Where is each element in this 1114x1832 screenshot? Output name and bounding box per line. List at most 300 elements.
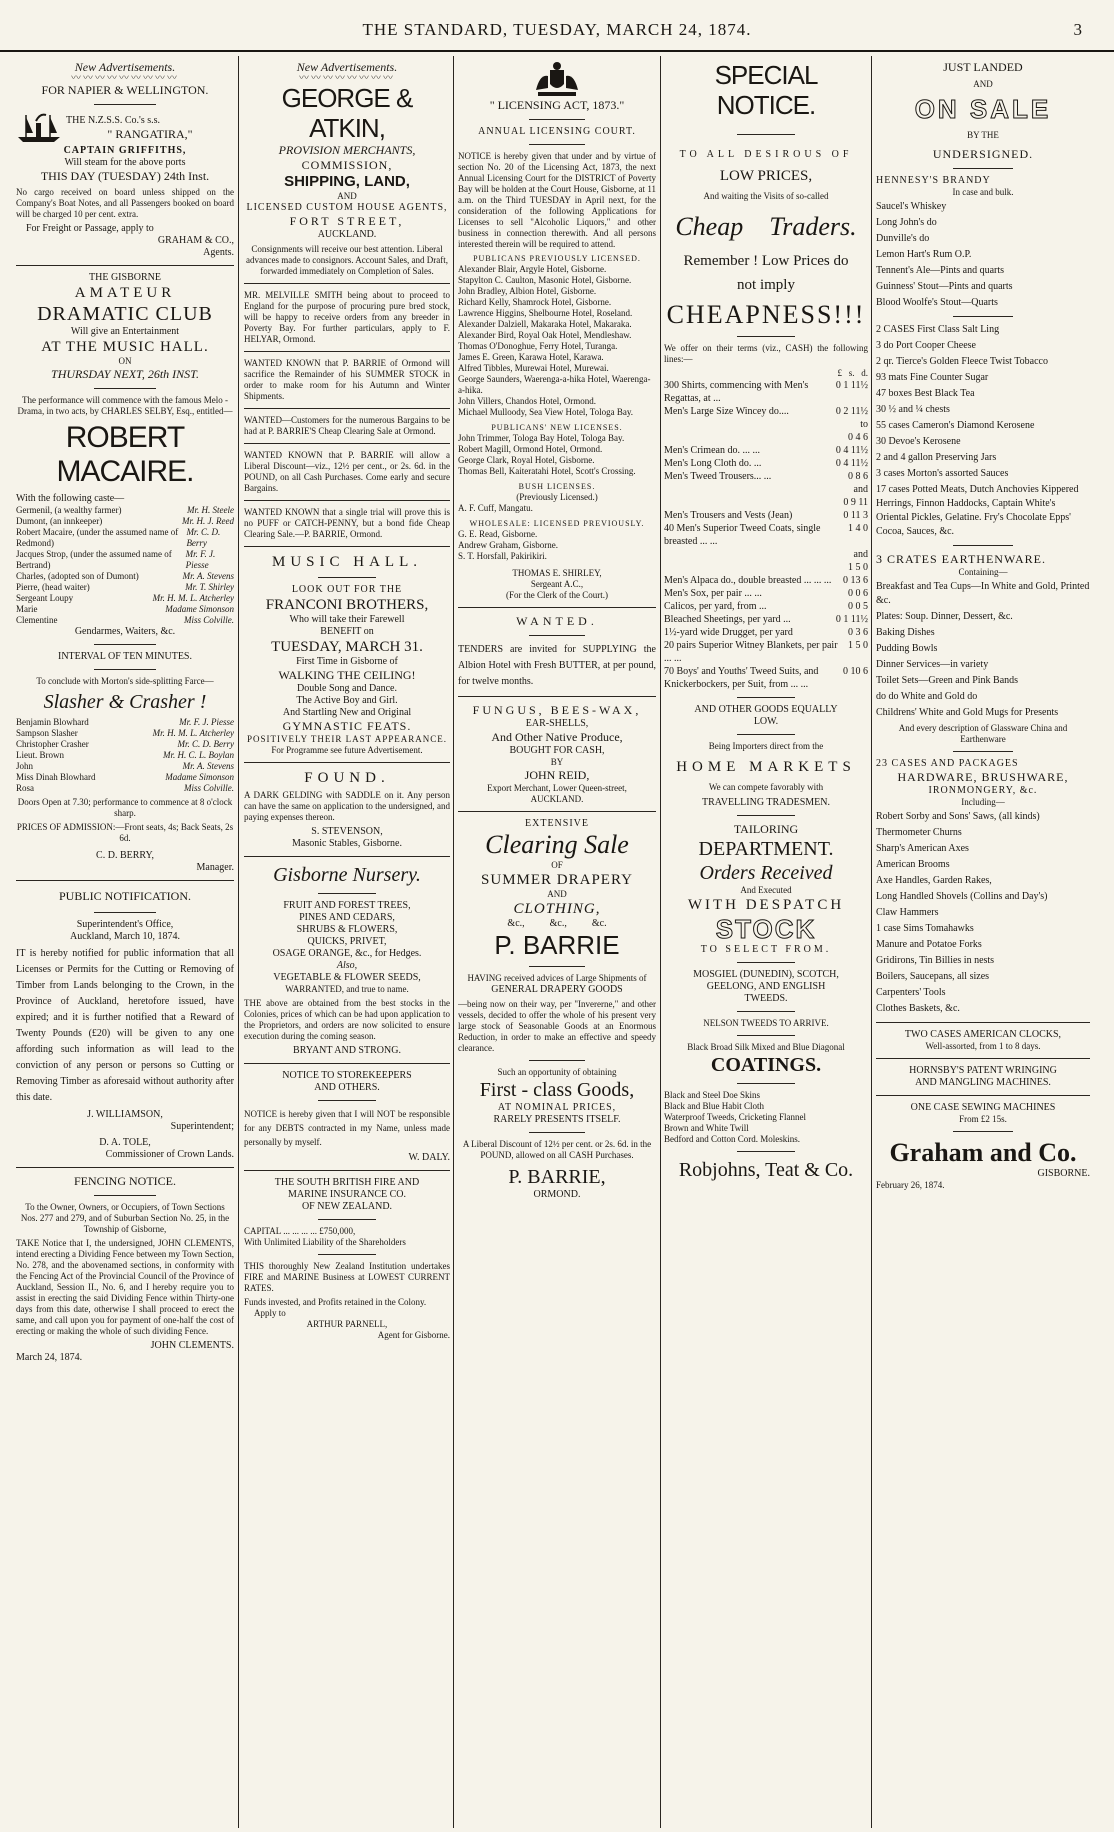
hennessy-sub: In case and bulk. xyxy=(952,187,1014,197)
divider xyxy=(244,500,450,501)
napier-agent: GRAHAM & CO., xyxy=(157,235,234,246)
goods-item: Dinner Services—in variety xyxy=(876,659,989,670)
music-line-10: And Startling New and Original xyxy=(282,707,412,718)
club-ad xyxy=(16,272,234,874)
license-entry: John Trimmer, Tologa Bay Hotel, Tologa Bay. xyxy=(458,433,625,443)
fungus-line-2: And Other Native Produce, xyxy=(491,730,623,744)
royal-coat-of-arms-icon xyxy=(530,60,584,98)
goods-item: Tennent's Ale—Pints and quarts xyxy=(876,265,1005,276)
notification-date: Auckland, March 10, 1874. xyxy=(70,931,180,942)
goods-item: 2 CASES First Class Salt Ling xyxy=(876,324,1000,335)
divider xyxy=(953,168,1013,169)
graham-place: GISBORNE. xyxy=(1037,1168,1090,1179)
divider xyxy=(953,751,1013,752)
special-cheap: Cheap Traders. xyxy=(675,212,857,241)
cast-row xyxy=(16,739,234,750)
special-tailoring: TAILORING xyxy=(733,822,799,836)
special-low-2: LOW. xyxy=(753,716,779,727)
divider xyxy=(94,644,155,645)
special-item: Black and Blue Habit Cloth xyxy=(664,1101,764,1111)
cast-row xyxy=(16,505,234,516)
cast-row xyxy=(16,761,234,772)
cast-role: Benjamin Blowhard xyxy=(16,717,89,727)
cast-actor: Mr. A. Stevens xyxy=(182,571,234,581)
music-line-5: TUESDAY, MARCH 31. xyxy=(271,639,423,655)
wanted-ad-2: WANTED—Customers for the numerous Bargains to be had at P. BARRIE'S Cheap Clearing Sale at Ormond. xyxy=(244,415,450,436)
goods-list xyxy=(876,323,1090,539)
price-row xyxy=(664,509,868,522)
farce-cast-list xyxy=(16,717,234,794)
cast-actor: Mr. A. Stevens xyxy=(182,761,234,771)
fencing-sign: JOHN CLEMENTS. xyxy=(150,1340,234,1351)
notification-title-2: Commissioner of Crown Lands. xyxy=(105,1149,234,1160)
special-orders: Orders Received xyxy=(699,862,833,884)
sale-line-2: CLOTHING, xyxy=(513,901,601,917)
ga-body: Consignments will receive our best attention. Liberal advances made to consignors. Account Sales, and Draft, forwarded immediately on Completion of Sales. xyxy=(246,244,448,276)
nursery-body: THE above are obtained from the best stocks in the Colonies, prices of which can be had upon application to the Proprietors, and orders are now solicited to ensure execution during the coming season. xyxy=(244,998,450,1041)
cast-row xyxy=(16,571,234,582)
club-pre: THE GISBORNE xyxy=(89,272,161,283)
cast-row xyxy=(16,549,234,571)
price-item: Men's Long Cloth do. ... xyxy=(664,458,762,469)
fungus-ad xyxy=(458,703,656,805)
divider xyxy=(953,1131,1013,1132)
divider xyxy=(244,283,450,284)
notification-heading: PUBLIC NOTIFICATION. xyxy=(59,889,191,903)
club-interval: INTERVAL OF TEN MINUTES. xyxy=(57,651,192,662)
divider xyxy=(737,962,794,963)
special-department: DEPARTMENT. xyxy=(698,838,834,860)
divider xyxy=(953,316,1013,317)
fungus-address: Export Merchant, Lower Queen-street, xyxy=(487,783,627,793)
divider xyxy=(529,635,584,636)
divider xyxy=(953,545,1013,546)
fire-sign: ARTHUR PARNELL, xyxy=(306,1319,388,1329)
goods-item: Blood Woolfe's Stout—Quarts xyxy=(876,297,998,308)
goods-item: Breakfast and Tea Cups—In White and Gold, Printed &c. xyxy=(876,581,1090,606)
divider xyxy=(244,408,450,409)
masthead-title: THE STANDARD, TUESDAY, MARCH 24, 1874. xyxy=(362,20,752,39)
club-farce-title: Slasher & Crasher ! xyxy=(43,691,207,713)
cast-row xyxy=(16,783,234,794)
nursery-line-3: SHRUBS & FLOWERS, xyxy=(296,924,398,935)
music-line-8: Double Song and Dance. xyxy=(297,683,397,694)
licensing-sign: THOMAS E. SHIRLEY, xyxy=(512,568,602,578)
napier-body: No cargo received on board unless shipped on the Company's Boat Notes, and all Passengers booked on board will be charged 10 per cent. extra. xyxy=(16,187,234,219)
just-and: AND xyxy=(973,79,993,89)
price-row xyxy=(664,470,868,483)
cast-role: Lieut. Brown xyxy=(16,750,64,760)
hornsby-2: AND MANGLING MACHINES. xyxy=(915,1077,1051,1088)
music-line-4: BENEFIT on xyxy=(320,626,374,637)
divider xyxy=(94,669,155,670)
price-item: 40 Men's Superior Tweed Coats, single breasted ... ... xyxy=(664,523,821,547)
by-the: BY THE xyxy=(967,130,999,140)
hornsby-1: HORNSBY'S PATENT WRINGING xyxy=(909,1065,1057,1076)
special-notice-heading: SPECIAL NOTICE. xyxy=(714,60,818,120)
divider xyxy=(16,265,234,266)
license-entry: Michael Mulloody, Sea View Hotel, Tologa Bay. xyxy=(458,407,634,417)
price-row xyxy=(664,639,868,665)
licensing-wholesale-heading: WHOLESALE: LICENSED PREVIOUSLY. xyxy=(469,519,645,528)
special-firm: Robjohns, Teat & Co. xyxy=(678,1159,854,1181)
license-entry: Alfred Tibbles, Murewai Hotel, Murewai. xyxy=(458,363,609,373)
cast-actor: Mr. H. M. L. Atcherley xyxy=(152,728,234,738)
fencing-heading: FENCING NOTICE. xyxy=(74,1174,176,1188)
price-list xyxy=(664,379,868,691)
license-entry: Thomas Bell, Kaiteratahi Hotel, Scott's Crossing. xyxy=(458,466,636,476)
divider xyxy=(737,697,794,698)
special-item: Black and Steel Doe Skins xyxy=(664,1090,760,1100)
special-nelson: NELSON TWEEDS TO ARRIVE. xyxy=(703,1018,829,1028)
cast-actor: Miss Colville. xyxy=(184,783,234,793)
cast-role: Marie xyxy=(16,604,38,614)
divider xyxy=(529,1060,584,1061)
divider xyxy=(529,144,584,145)
special-low: LOW PRICES, xyxy=(719,168,813,184)
sale-and: AND xyxy=(547,889,567,899)
clocks-heading: TWO CASES AMERICAN CLOCKS, xyxy=(904,1029,1062,1040)
napier-freight: For Freight or Passage, apply to xyxy=(26,223,154,234)
club-name-1: AMATEUR xyxy=(74,285,176,301)
sale-first-class: First - class Goods, xyxy=(479,1079,635,1101)
special-offer: We offer on their terms (viz., CASH) the following lines:— xyxy=(664,343,868,364)
price-value: 0 4 6 xyxy=(848,432,868,443)
club-conclude: To conclude with Morton's side-splitting Farce— xyxy=(36,676,214,686)
cast-role: Rosa xyxy=(16,783,34,793)
cast-role: Jacques Strop, (under the assumed name of Bertrand) xyxy=(16,549,172,570)
music-line-12: POSITIVELY THEIR LAST APPEARANCE. xyxy=(247,734,447,744)
price-item: 70 Boys' and Youths' Tweed Suits, and Knickerbockers, per Suit, from ... ... xyxy=(664,666,819,690)
divider xyxy=(529,1132,584,1133)
license-entry: Thomas O'Donoghue, Ferry Hotel, Turanga. xyxy=(458,341,618,351)
cast-actor: Mr. H. C. L. Boylan xyxy=(162,750,234,760)
napier-ad xyxy=(16,83,234,259)
fire-insurance-ad xyxy=(244,1177,450,1341)
goods-item: 30 Devoe's Kerosene xyxy=(876,436,961,447)
divider xyxy=(318,1254,376,1255)
napier-line1: THE N.Z.S.S. Co.'s s.s. xyxy=(66,114,161,126)
special-black: Black Broad Silk Mixed and Blue Diagonal xyxy=(687,1042,845,1052)
cast-role: John xyxy=(16,761,34,771)
price-row xyxy=(664,522,868,548)
hennessy: HENNESY'S BRANDY xyxy=(876,175,991,186)
licensing-title-1: Sergeant A.C., xyxy=(530,579,584,589)
price-value: and xyxy=(853,484,868,495)
crates-containing: Containing— xyxy=(958,567,1008,577)
divider xyxy=(16,880,234,881)
license-entry: G. E. Read, Gisborne. xyxy=(458,529,538,539)
cast-role: Germenil, (a wealthy farmer) xyxy=(16,505,122,515)
napier-sail: Will steam for the above ports xyxy=(64,157,186,168)
price-value: 0 13 6 xyxy=(843,575,868,586)
ga-name: GEORGE & ATKIN, xyxy=(281,83,413,143)
notification-office: Superintendent's Office, xyxy=(76,919,174,930)
divider xyxy=(876,1022,1090,1023)
column-1 xyxy=(16,60,234,1826)
wanted-ad-1: WANTED KNOWN that P. BARRIE of Ormond will sacrifice the Remainder of his SUMMER STOCK in order to make room for his Autumn and Winter Shipments. xyxy=(244,358,450,401)
price-item: Men's Crimean do. ... ... xyxy=(664,445,760,456)
cast-actor: Mr. T. Shirley xyxy=(185,582,234,592)
price-value: 0 0 5 xyxy=(848,601,868,612)
special-despatch: WITH DESPATCH xyxy=(687,897,845,913)
found-address: Masonic Stables, Gisborne. xyxy=(292,838,402,849)
cast-role: Clementine xyxy=(16,615,58,625)
column-5 xyxy=(876,60,1090,1826)
goods-item: Plates: Soup. Dinner, Dessert, &c. xyxy=(876,611,1013,622)
goods-item: Claw Hammers xyxy=(876,907,939,918)
price-value: 0 8 6 xyxy=(848,471,868,482)
price-row xyxy=(664,483,868,496)
found-heading: FOUND. xyxy=(304,770,390,786)
goods-item: 2 qr. Tierce's Golden Fleece Twist Tobacco xyxy=(876,356,1048,367)
ga-and: AND xyxy=(337,191,357,201)
wanted-ad-3: WANTED KNOWN that P. BARRIE will allow a Liberal Discount—viz., 12½ per cent., or 2s. 6d. in the POUND, on all Cash Purchases. Come early and secure Bargains. xyxy=(244,450,450,493)
license-entry: George Saunders, Waerenga-a-hika Hotel, Waerenga-a-hika. xyxy=(458,374,651,395)
graham-date: February 26, 1874. xyxy=(876,1180,945,1190)
divider xyxy=(737,1083,794,1084)
nursery-line-5: OSAGE ORANGE, &c., for Hedges. xyxy=(272,948,422,959)
price-row xyxy=(664,574,868,587)
nursery-line-6: Also, xyxy=(336,960,358,971)
ga-line-3: SHIPPING, LAND, xyxy=(284,173,410,190)
goods-item: Sharp's American Axes xyxy=(876,843,969,854)
undersigned: UNDERSIGNED. xyxy=(932,147,1034,161)
fire-title: Agent for Gisborne. xyxy=(377,1330,450,1340)
cast-row xyxy=(16,582,234,593)
earthenware-list xyxy=(876,580,1090,720)
price-row xyxy=(664,379,868,405)
cast-row xyxy=(16,717,234,728)
divider xyxy=(318,1100,376,1101)
cast-actor: Madame Simonson xyxy=(165,604,234,614)
cast-actor: Mr. C. D. Berry xyxy=(177,739,234,749)
price-value: to xyxy=(860,419,868,430)
column-rule xyxy=(660,56,661,1828)
club-play-title: ROBERT MACAIRE. xyxy=(56,421,194,488)
goods-item: 30 ½ and ¼ chests xyxy=(876,404,950,415)
price-row xyxy=(664,405,868,418)
fungus-name: JOHN REID, xyxy=(524,768,590,782)
license-entry: James E. Green, Karawa Hotel, Karawa. xyxy=(458,352,604,362)
license-entry: Robert Magill, Ormond Hotel, Ormond. xyxy=(458,444,603,454)
cast-row xyxy=(16,772,234,783)
fire-liability: With Unlimited Liability of the Shareholders xyxy=(244,1237,406,1247)
napier-captain: CAPTAIN GRIFFITHS, xyxy=(63,145,187,156)
cast-actor: Mr. H. M. L. Atcherley xyxy=(152,593,234,603)
license-entry: Richard Kelly, Shamrock Hotel, Gisborne. xyxy=(458,297,612,307)
price-row xyxy=(664,548,868,561)
price-value: 0 4 11½ xyxy=(835,445,868,456)
licensing-heading: " LICENSING ACT, 1873." xyxy=(489,98,625,112)
store-heading-2: AND OTHERS. xyxy=(314,1082,380,1093)
fungus-city: AUCKLAND. xyxy=(530,794,584,804)
price-units: £ s. d. xyxy=(837,368,868,378)
napier-ship-text xyxy=(66,115,234,142)
price-row xyxy=(664,600,868,613)
license-entry: John Villers, Chandos Hotel, Ormond. xyxy=(458,396,597,406)
nursery-sign: BRYANT AND STRONG. xyxy=(293,1045,401,1056)
sale-goods: GENERAL DRAPERY GOODS xyxy=(491,984,623,995)
found-ad xyxy=(244,769,450,850)
price-row xyxy=(664,561,868,574)
just-landed: JUST LANDED xyxy=(943,60,1023,74)
divider xyxy=(529,119,584,120)
club-prices: PRICES OF ADMISSION:—Front seats, 4s; Back Seats, 2s 6d. xyxy=(16,822,234,843)
special-tweeds: TWEEDS. xyxy=(744,993,788,1004)
goods-item: 55 cases Cameron's Diamond Kerosene xyxy=(876,420,1035,431)
club-signature: C. D. BERRY, xyxy=(96,850,154,861)
wanted-heading: WANTED. xyxy=(516,614,598,628)
cast-row xyxy=(16,604,234,615)
fire-capital: CAPITAL ... ... ... ... £750,000, xyxy=(244,1226,356,1236)
goods-item: Gridirons, Tin Billies in nests xyxy=(876,955,995,966)
wavy-divider: 〰〰〰〰〰〰〰〰 xyxy=(299,73,395,84)
price-item: Men's Trousers and Vests (Jean) xyxy=(664,510,793,521)
sale-rarely: RARELY PRESENTS ITSELF. xyxy=(493,1114,621,1125)
divider xyxy=(94,104,155,105)
goods-item: Robert Sorby and Sons' Saws, (all kinds) xyxy=(876,811,1040,822)
price-item: Calicos, per yard, from ... xyxy=(664,601,767,612)
column-rule xyxy=(871,56,872,1828)
cast-actor: Mr. C. D. Berry xyxy=(186,527,221,548)
sale-of: OF xyxy=(551,860,563,870)
goods-item: 3 do Port Cooper Cheese xyxy=(876,340,976,351)
special-importers: Being Importers direct from the xyxy=(708,741,824,751)
clearing-sale-ad xyxy=(458,818,656,1201)
price-value: 0 2 11½ xyxy=(835,406,868,417)
price-value: 0 4 11½ xyxy=(835,458,868,469)
price-value: 0 10 6 xyxy=(843,666,868,677)
nursery-line-8: WARRANTED, and true to name. xyxy=(285,984,409,994)
column-2 xyxy=(244,60,450,1826)
price-value: 0 0 6 xyxy=(848,588,868,599)
music-line-11: GYMNASTIC FEATS. xyxy=(282,719,412,733)
divider xyxy=(318,577,376,578)
divider xyxy=(244,1170,450,1171)
divider xyxy=(94,1195,155,1196)
special-other: AND OTHER GOODS EQUALLY xyxy=(694,704,838,715)
sale-place: ORMOND. xyxy=(533,1189,581,1200)
club-gendarmes: Gendarmes, Waiters, &c. xyxy=(74,626,176,637)
divider xyxy=(737,1151,794,1152)
license-entry: A. F. Cuff, Mangatu. xyxy=(458,503,533,513)
section-heading: New Advertisements. xyxy=(74,60,176,74)
licensing-prev-list xyxy=(458,264,656,418)
cast-role: Dumont, (an innkeeper) xyxy=(16,516,103,526)
music-line-6: First Time in Gisborne of xyxy=(296,656,398,667)
divider xyxy=(244,351,450,352)
divider xyxy=(737,134,794,135)
goods-item: Manure and Potatoe Forks xyxy=(876,939,982,950)
licensing-bush-sub: (Previously Licensed.) xyxy=(516,492,598,502)
storekeepers-ad xyxy=(244,1070,450,1164)
notification-body: IT is hereby notified for public information that all Licenses or Permits for the Cutting or Removing of Timber from Lands belonging to the Crown, in the Province of Auckland, heretofore issued, have expired; and it is further notified that a Reward of Twenty Pounds (£20) will be given to any one affording such information as will lead to the conviction of any person or persons so Cutting or Removing Timber as aforesaid without authority after this date. xyxy=(16,948,234,1103)
store-body: NOTICE is hereby given that I will NOT be responsible for any DEBTS contracted in my Name, unless made personally by myself. xyxy=(244,1109,450,1147)
goods-item: Pudding Bowls xyxy=(876,643,938,654)
price-item: Men's Alpaca do., double breasted ... ... ... xyxy=(664,575,832,586)
licensing-new-heading: PUBLICANS' NEW LICENSES. xyxy=(491,423,623,432)
store-heading-1: NOTICE TO STOREKEEPERS xyxy=(282,1070,412,1081)
goods-item: Guinness' Stout—Pints and quarts xyxy=(876,281,1013,292)
divider xyxy=(244,1063,450,1064)
license-entry: Alexander Bird, Royal Oak Hotel, Mendleshaw. xyxy=(458,330,632,340)
clocks-sub: Well-assorted, from 1 to 8 days. xyxy=(925,1041,1041,1051)
nursery-line-2: PINES AND CEDARS, xyxy=(299,912,395,923)
divider xyxy=(244,762,450,763)
cast-actor: Mr. H. Steele xyxy=(187,505,234,515)
wanted-butter-ad xyxy=(458,614,656,690)
cast-row xyxy=(16,728,234,739)
music-line-2: FRANCONI BROTHERS, xyxy=(265,597,429,613)
glassware: And every description of Glassware China and Earthenware xyxy=(898,723,1068,744)
price-row xyxy=(664,587,868,600)
price-value: 0 1 11½ xyxy=(835,614,868,625)
goods-item: 1 case Sims Tomahawks xyxy=(876,923,974,934)
hardware-sub: HARDWARE, BRUSHWARE, xyxy=(897,770,1069,784)
divider xyxy=(737,815,794,816)
napier-agents: Agents. xyxy=(203,247,234,258)
cast-row xyxy=(16,527,234,549)
divider xyxy=(458,811,656,812)
nursery-line-1: FRUIT AND FOREST TREES, xyxy=(283,900,411,911)
club-name-2: DRAMATIC CLUB xyxy=(37,303,213,325)
fencing-to: To the Owner, Owners, or Occupiers, of Town Sections Nos. 277 and 279, and of Suburban Section No. 25, in the Township of Gisborne, xyxy=(20,1202,230,1234)
fire-heading-3: OF NEW ZEALAND. xyxy=(301,1201,393,1212)
divider xyxy=(318,893,376,894)
divider xyxy=(244,856,450,857)
price-value: 0 11 3 xyxy=(843,510,868,521)
fungus-line-3: BOUGHT FOR CASH, xyxy=(509,745,605,756)
section-heading: New Advertisements. xyxy=(296,60,398,74)
goods-item: Clothes Baskets, &c. xyxy=(876,1003,960,1014)
cast-actor: Mr. F. J. Piesse xyxy=(179,717,234,727)
cast-role: Charles, (adopted son of Dumont) xyxy=(16,571,139,581)
ga-line-6: AUCKLAND. xyxy=(317,229,377,240)
license-entry: Alexander Blair, Argyle Hotel, Gisborne. xyxy=(458,264,607,274)
price-value: 1 4 0 xyxy=(848,523,868,534)
wanted-body: TENDERS are invited for SUPPLYING the Albion Hotel with Fresh BUTTER, at per pound, for twelve months. xyxy=(458,644,656,687)
ga-line-1: PROVISION MERCHANTS, xyxy=(278,143,416,157)
license-entry: Andrew Graham, Gisborne. xyxy=(458,540,558,550)
price-item: 1½-yard wide Drugget, per yard xyxy=(664,627,793,638)
licensing-body: NOTICE is hereby given that under and by virtue of section No. 20 of the Licensing Act, 1873, the next Annual Licensing Court for the DISTRICT of Poverty Bay will be holden at the Court House, Gisborne, at 11 a.m. on the Third TUESDAY in April next, for the consideration of the following Applications for Licenses to sell "Alcoholic Liquors," and other business in connection therewith. And all persons interested therein will be required to attend. xyxy=(458,151,656,249)
goods-item: Lemon Hart's Rum O.P. xyxy=(876,249,972,260)
price-row xyxy=(664,613,868,626)
special-executed: And Executed xyxy=(740,885,792,895)
club-entertainment: Will give an Entertainment xyxy=(70,326,180,337)
cast-actor: Madame Simonson xyxy=(165,772,234,782)
ga-line-4: LICENSED CUSTOM HOUSE AGENTS, xyxy=(246,202,448,213)
goods-item: 2 and 4 gallon Preserving Jars xyxy=(876,452,997,463)
special-cheapness: CHEAPNESS!!! xyxy=(666,300,866,329)
goods-item: 47 boxes Best Black Tea xyxy=(876,388,975,399)
music-heading: MUSIC HALL. xyxy=(271,554,422,570)
sale-heading: Clearing Sale xyxy=(485,830,629,859)
price-value: 0 9 11 xyxy=(843,497,868,508)
column-3 xyxy=(458,60,656,1826)
price-item: Men's Tweed Trousers... ... xyxy=(664,471,772,482)
cast-row xyxy=(16,615,234,626)
divider xyxy=(737,734,794,735)
divider xyxy=(244,546,450,547)
cast-actor: Miss Colville. xyxy=(184,615,234,625)
nursery-ad xyxy=(244,863,450,1057)
price-item: Men's Large Size Wincey do.... xyxy=(664,406,789,417)
sale-sign: P. BARRIE, xyxy=(508,1166,606,1188)
price-value: 1 5 0 xyxy=(848,562,868,573)
price-row xyxy=(664,665,868,691)
